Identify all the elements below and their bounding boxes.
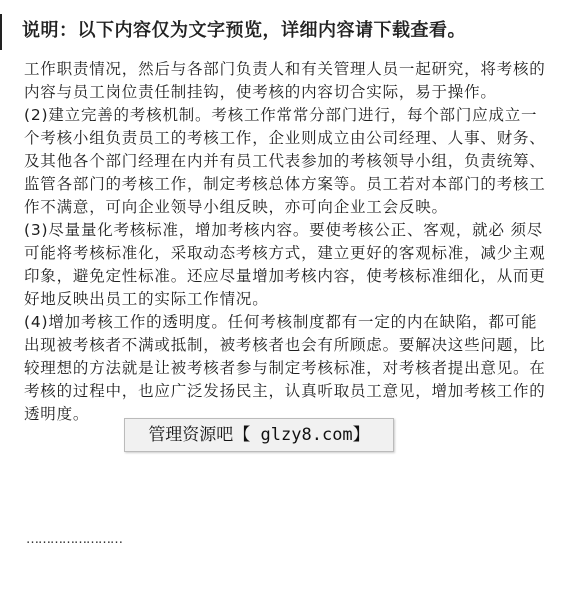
- watermark-name: 管理资源吧: [148, 425, 234, 445]
- paragraph-1: 工作职责情况，然后与各部门负责人和有关管理人员一起研究，将考核的内容与员工岗位责任制挂钩，使考核的内容切合实际，易于操作。: [24, 60, 546, 101]
- paragraph-2: (2)建立完善的考核机制。考核工作常常分部门进行，每个部门应成立一个考核小组负责员工的考核工作，企业则成立由公司经理、人事、财务、及其他各个部门经理在内并有员工代表参加的考核领导小组，负责统筹、监管各部门的考核工作，制定考核总体方案等。员工若对本部门的考核工作不满意，可向企业领导小组反映，亦可向企业工会反映。: [24, 106, 546, 216]
- paragraph-3: (3)尽量量化考核标准，增加考核内容。要使考核公正、客观，就必 须尽可能将考核标准化，采取动态考核方式，建立更好的客观标准，减少主观印象，避免定性标准。还应尽量增加考核内容，使考核标准细化，从而更好地反映出员工的实际工作情况。: [24, 221, 546, 308]
- watermark-banner: [124, 418, 394, 452]
- continuation-dots: ……………………: [26, 532, 122, 547]
- watermark-site: 【 glzy8.com】: [233, 425, 370, 445]
- paragraph-4: (4)增加考核工作的透明度。任何考核制度都有一定的内在缺陷，都可能出现被考核者不满或抵制，被考核者也会有所顾虑。要解决这些问题，比较理想的方法就是让被考核者参与制定考核标准，对考核者提出意见。在考核的过程中，也应广泛发扬民主，认真听取员工意见，增加考核工作的透明度。: [24, 313, 546, 423]
- document-body: [24, 58, 552, 426]
- preview-notice: 说明：以下内容仅为文字预览，详细内容请下载查看。: [22, 20, 466, 41]
